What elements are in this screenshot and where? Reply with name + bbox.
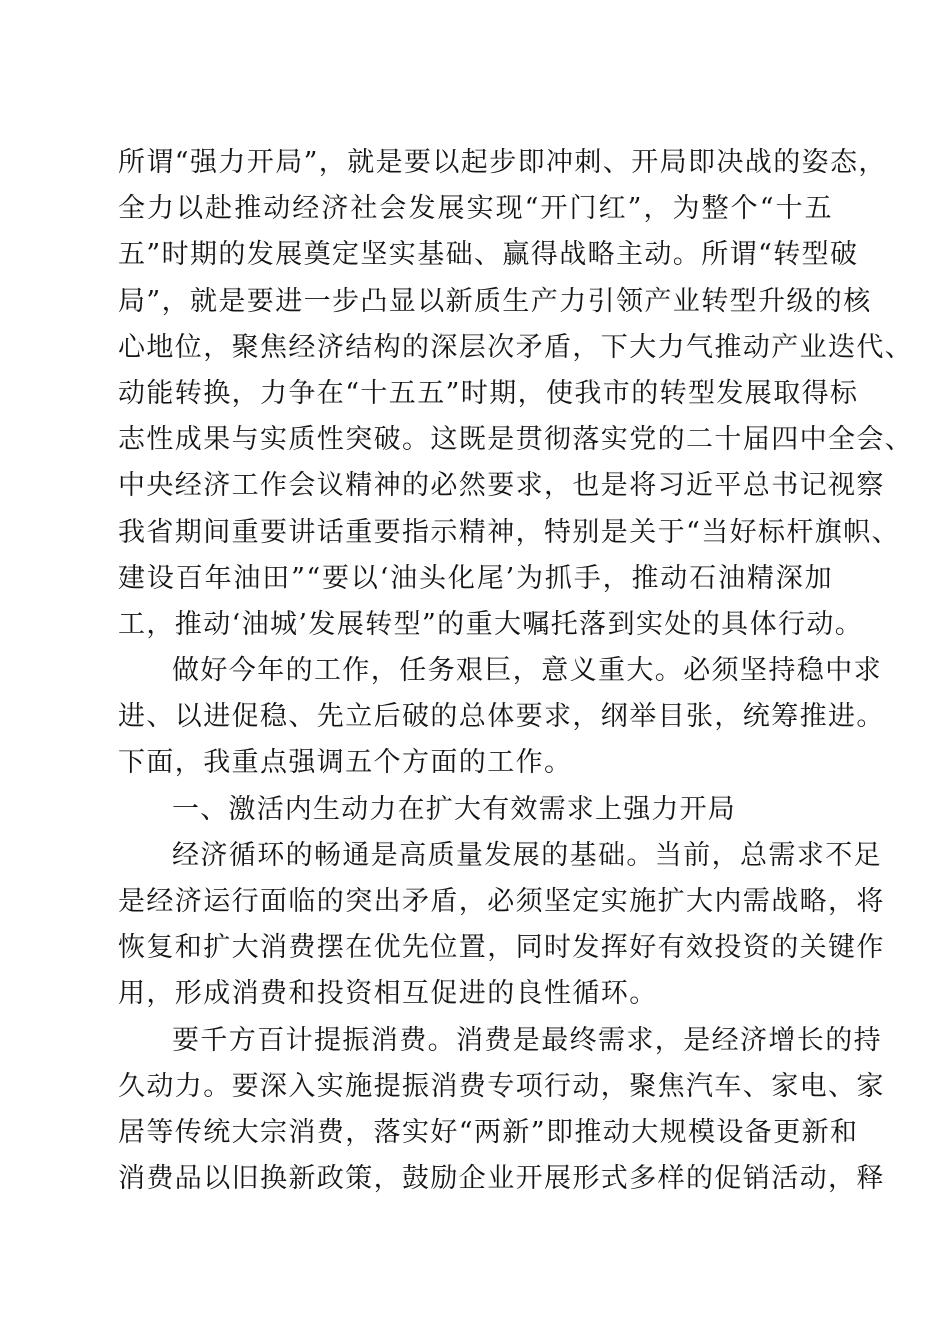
text-line: 动能转换，力争在“十五五”时期，使我市的转型发展取得标 bbox=[118, 377, 859, 409]
text-line: 五”时期的发展奠定坚实基础、赢得战略主动。所谓“转型破 bbox=[118, 239, 859, 271]
text-line: 我省期间重要讲话重要指示精神，特别是关于“当好标杆旗帜、 bbox=[118, 516, 901, 548]
section-heading: 一、激活内生动力在扩大有效需求上强力开局 bbox=[172, 793, 736, 825]
text-line: 建设百年油田”“要以‘油头化尾’为抓手，推动石油精深加 bbox=[118, 562, 833, 594]
paragraph-first-line: 做好今年的工作，任务艰巨，意义重大。必须坚持稳中求 bbox=[172, 655, 882, 687]
text-line: 局”，就是要进一步凸显以新质生产力引领产业转型升级的核 bbox=[118, 285, 872, 317]
text-line: 所谓“强力开局”，就是要以起步即冲刺、开局即决战的姿态， bbox=[118, 147, 887, 178]
text-line: 中央经济工作会议精神的必然要求，也是将习近平总书记视察 bbox=[118, 470, 885, 502]
text-line: 恢复和扩大消费摆在优先位置，同时发挥好有效投资的关键作 bbox=[118, 932, 885, 964]
text-line: 志性成果与实质性突破。这既是贯彻落实党的二十届四中全会、 bbox=[118, 424, 914, 456]
text-line: 心地位，聚焦经济结构的深层次矛盾，下大力气推动产业迭代、 bbox=[118, 331, 914, 363]
text-line: 消费品以旧换新政策，鼓励企业开展形式多样的促销活动，释 bbox=[118, 1163, 885, 1195]
text-line: 进、以进促稳、先立后破的总体要求，纲举目张，统筹推进。 bbox=[118, 701, 885, 733]
paragraph-first-line: 要千方百计提振消费。消费是最终需求，是经济增长的持 bbox=[172, 1024, 882, 1056]
paragraph-first-line: 经济循环的畅通是高质量发展的基础。当前，总需求不足 bbox=[172, 839, 882, 871]
text-line: 工，推动‘油城’发展转型”的重大嘱托落到实处的具体行动。 bbox=[118, 608, 864, 640]
text-line: 久动力。要深入实施提振消费专项行动，聚焦汽车、家电、家 bbox=[118, 1070, 885, 1102]
text-line: 是经济运行面临的突出矛盾，必须坚定实施扩大内需战略，将 bbox=[118, 886, 885, 917]
text-line: 居等传统大宗消费，落实好“两新”即推动大规模设备更新和 bbox=[118, 1116, 859, 1148]
paragraph-last-line: 下面，我重点强调五个方面的工作。 bbox=[118, 747, 573, 779]
document-body bbox=[118, 140, 914, 1202]
paragraph-last-line: 用，形成消费和投资相互促进的良性循环。 bbox=[118, 978, 658, 1010]
text-line: 全力以赴推动经济社会发展实现“开门红”，为整个“十五 bbox=[118, 193, 833, 225]
